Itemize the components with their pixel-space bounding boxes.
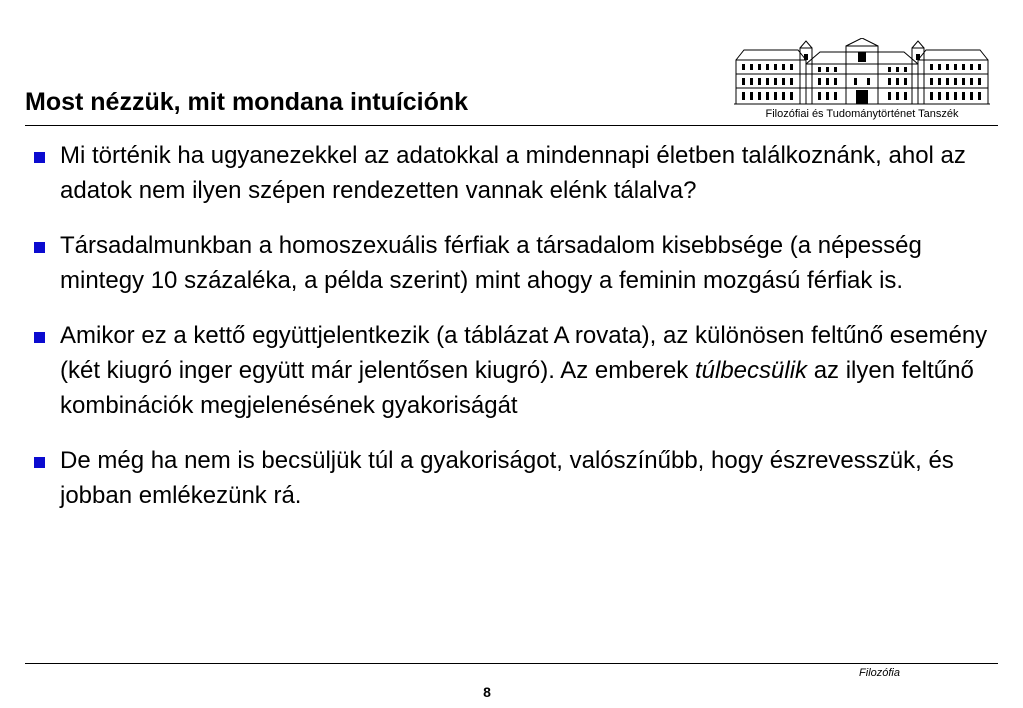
bullet-item bbox=[25, 318, 1000, 423]
footer-divider bbox=[25, 663, 998, 664]
bullet-square-icon bbox=[34, 332, 45, 343]
bullet-square-icon bbox=[34, 152, 45, 163]
page-number: 8 bbox=[483, 684, 491, 700]
bullet-emphasis: túlbecsülik bbox=[694, 357, 808, 384]
bullet-text-before: Amikor ez a kettő együttjelentkezik (a táblázat A rovata), az különösen feltűnő esemény (két kiugró inger együtt már jelentősen kiugró). Az emberek bbox=[60, 322, 988, 384]
building-icon bbox=[734, 38, 990, 106]
bullet-item bbox=[25, 138, 1000, 208]
logo-caption: Filozófiai és Tudománytörténet Tanszék bbox=[765, 108, 959, 120]
bullet-text: Társadalmunkban a homoszexuális férfiak a társadalom kisebbsége (a népesség mintegy 10 százaléka, a példa szerint) mint ahogy a feminin mozgású férfiak is. bbox=[60, 232, 922, 294]
university-logo bbox=[727, 38, 997, 124]
bullet-text: Mi történik ha ugyanezekkel az adatokkal a mindennapi életben találkoznánk, ahol az adatok nem ilyen szépen rendezetten vannak elénk tálalva? bbox=[60, 142, 966, 204]
bullet-text: De még ha nem is becsüljük túl a gyakoriságot, valószínűbb, hogy észrevesszük, és jobban emlékezünk rá. bbox=[60, 447, 954, 509]
footer-label: Filozófia bbox=[859, 667, 900, 679]
bullet-square-icon bbox=[34, 242, 45, 253]
header-divider bbox=[25, 125, 998, 126]
bullet-square-icon bbox=[34, 457, 45, 468]
slide-title: Most nézzük, mit mondana intuíciónk bbox=[25, 88, 469, 116]
bullet-item bbox=[25, 228, 1000, 298]
bullet-text-after: az ilyen feltűnő kombinációk megjelenésének gyakoriságát bbox=[60, 357, 974, 419]
bullet-item bbox=[25, 443, 1000, 513]
bullet-list bbox=[25, 138, 1000, 533]
